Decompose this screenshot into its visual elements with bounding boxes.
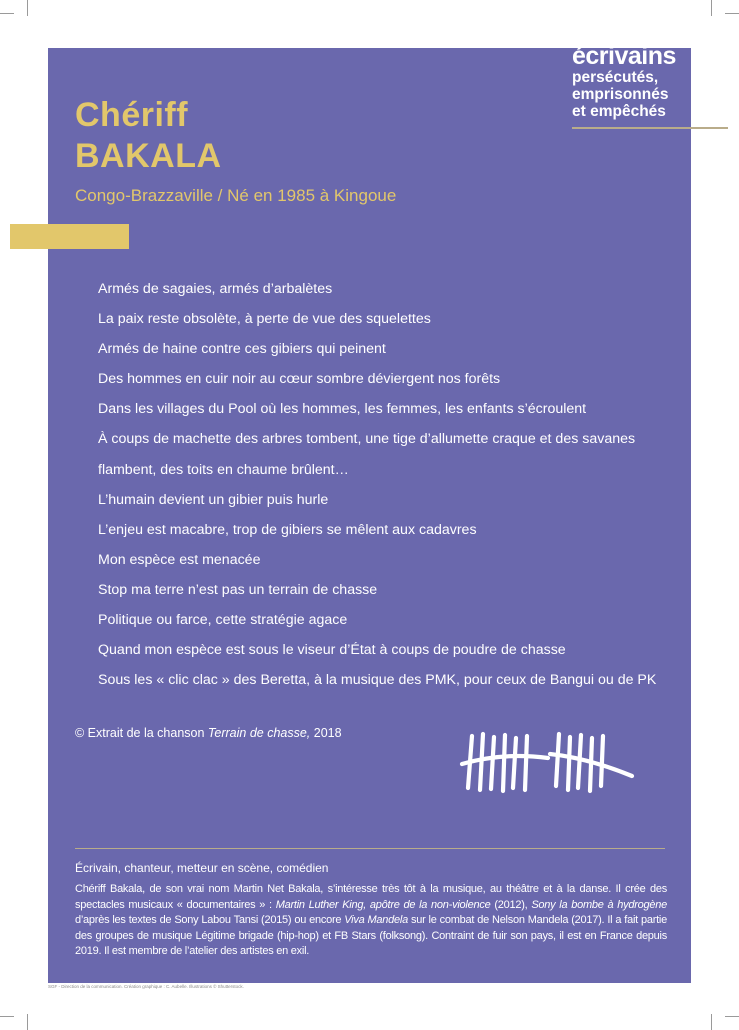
crop-mark: [0, 1016, 14, 1017]
brand-line-3: emprisonnés: [572, 86, 669, 103]
crop-mark: [711, 1014, 712, 1030]
author-origin: Congo-Brazzaville / Né en 1985 à Kingoue: [75, 186, 397, 205]
bio-work-title: Sony la bombe à hydrogène: [531, 898, 667, 911]
bio-text: (2012),: [490, 898, 532, 911]
crop-mark: [725, 1016, 739, 1017]
author-roles: Écrivain, chanteur, metteur en scène, comédien: [75, 861, 329, 875]
poem-line: Armés de haine contre ces gibiers qui peinent: [98, 341, 386, 358]
author-biography: [75, 882, 667, 960]
poem-line: La paix reste obsolète, à perte de vue des squelettes: [98, 311, 431, 328]
bio-work-title: Martin Luther King, apôtre de la non-violence: [275, 898, 491, 911]
poem-line: Mon espèce est menacée: [98, 551, 261, 568]
poem: [98, 279, 688, 700]
brand-line-4: et empêchés: [572, 103, 666, 120]
brand-line-1: écrivains: [572, 42, 676, 70]
poem-line: Stop ma terre n’est pas un terrain de chasse: [98, 581, 378, 598]
crop-mark: [27, 1014, 28, 1030]
credit-year: 2018: [310, 726, 342, 740]
song-credit: [75, 726, 342, 740]
brand-underline: [572, 127, 728, 129]
section-divider: [75, 848, 665, 849]
crop-mark: [711, 0, 712, 16]
bio-work-title: Viva Mandela: [344, 914, 408, 927]
brand-line-2: persécutés,: [572, 69, 659, 86]
brand-logo: [572, 44, 732, 120]
poem-line: Sous les « clic clac » des Beretta, à la musique des PMK, pour ceux de Bangui ou de PK: [98, 672, 657, 689]
credit-prefix: © Extrait de la chanson: [75, 726, 208, 740]
poem-line: Politique ou farce, cette stratégie agace: [98, 612, 348, 629]
author-last-name: BAKALA: [75, 137, 222, 175]
poem-line: Des hommes en cuir noir au cœur sombre déviergent nos forêts: [98, 371, 501, 388]
poem-line: L’humain devient un gibier puis hurle: [98, 491, 329, 508]
bio-text: d’après les textes de Sony Labou Tansi (2015) ou encore: [75, 914, 345, 927]
poem-line: À coups de machette des arbres tombent, une tige d’allumette craque et des savanes: [98, 431, 636, 448]
crop-mark: [0, 13, 14, 14]
author-first-name: Chériff: [75, 96, 189, 134]
crop-mark: [27, 0, 28, 16]
bio-text: Chériff Bakala, de son vrai nom Martin Net Bakala, s’intéresse très tôt à la musique, au théâtre et à la danse. Il crée des spectacles musicaux « documentaires » :: [75, 883, 667, 911]
bio-text: sur le combat de Nelson Mandela (2017). Il a fait partie des groupes de musique Légitime brigade (hip-hop) et FB Stars (folksong). Contraint de fuir son pays, il est en France depuis 2019. Il est membre de l’atelier des artistes en exil.: [75, 914, 667, 958]
gold-accent-bar: [10, 224, 129, 249]
footer-credit: SGF - Direction de la communication. Création graphique : C. Aubelle. Illustrations © Shutterstock.: [48, 984, 244, 989]
poem-line: flambent, des toits en chaume brûlent…: [98, 461, 349, 478]
poem-line: Dans les villages du Pool où les hommes, les femmes, les enfants s’écroulent: [98, 401, 587, 418]
credit-song-title: Terrain de chasse,: [207, 726, 311, 740]
poem-line: Quand mon espèce est sous le viseur d’État à coups de poudre de chasse: [98, 642, 566, 659]
tally-marks-icon: [458, 728, 638, 796]
poem-line: Armés de sagaies, armés d’arbalètes: [98, 281, 333, 297]
poem-line: L’enjeu est macabre, trop de gibiers se mêlent aux cadavres: [98, 521, 477, 538]
crop-mark: [725, 13, 739, 14]
